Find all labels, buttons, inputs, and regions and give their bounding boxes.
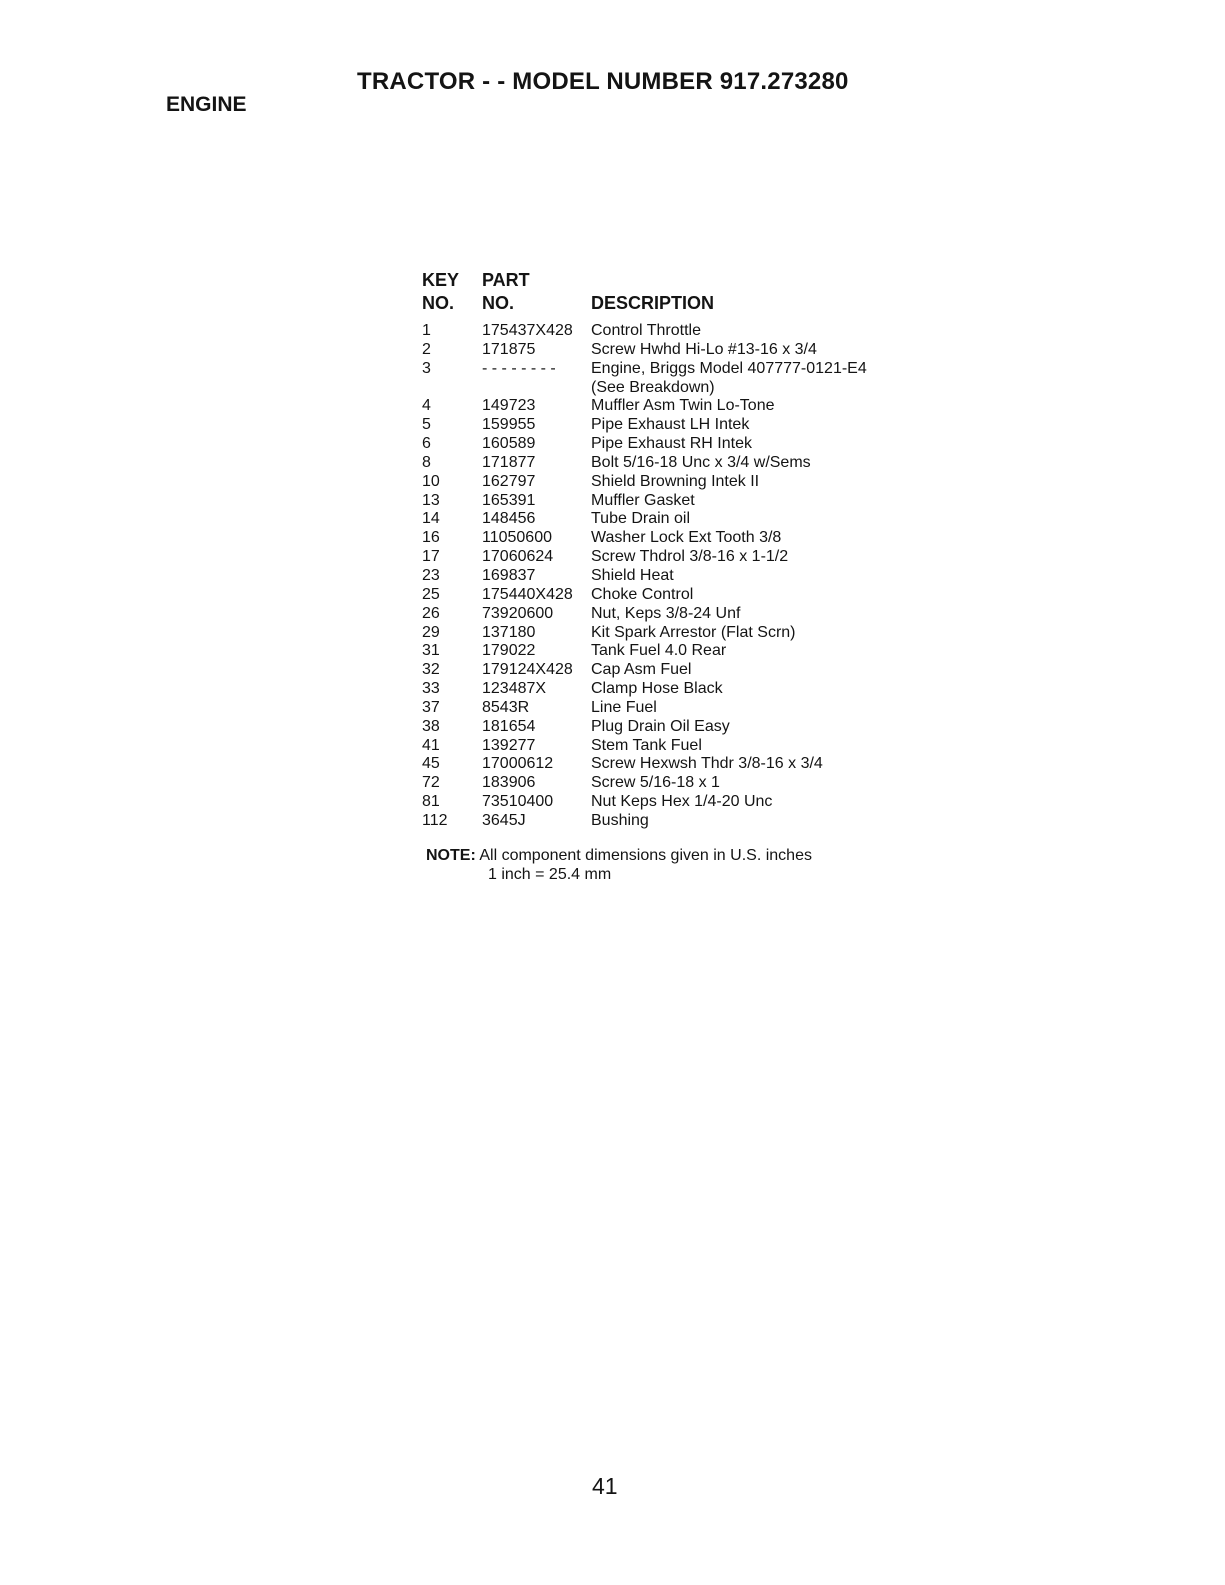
description-cell: (See Breakdown) [591, 378, 715, 396]
table-row [422, 435, 942, 454]
part-no-cell: 160589 [482, 435, 536, 453]
key-no-cell: 5 [422, 416, 431, 434]
description-cell: Bushing [591, 811, 649, 829]
key-no-cell: 13 [422, 491, 440, 509]
key-no-cell: 32 [422, 661, 440, 679]
description-cell: Tank Fuel 4.0 Rear [591, 642, 727, 660]
part-no-cell: 17000612 [482, 755, 554, 773]
description-cell: Screw Hwhd Hi-Lo #13-16 x 3/4 [591, 340, 817, 358]
part-no-cell: 179022 [482, 642, 536, 660]
table-row [422, 737, 942, 756]
part-no-cell: 183906 [482, 774, 536, 792]
key-no-cell: 23 [422, 566, 440, 584]
dimensions-note [426, 846, 812, 884]
part-no-cell: 149723 [482, 397, 536, 415]
description-cell: Muffler Gasket [591, 491, 695, 509]
table-row [422, 624, 942, 643]
description-cell: Muffler Asm Twin Lo-Tone [591, 397, 775, 415]
description-cell: Control Throttle [591, 322, 701, 339]
description-cell: Shield Browning Intek II [591, 472, 760, 490]
description-cell: Bolt 5/16-18 Unc x 3/4 w/Sems [591, 453, 811, 471]
description-cell: Pipe Exhaust RH Intek [591, 435, 752, 453]
part-no-cell: 137180 [482, 623, 536, 641]
part-no-cell: 3645J [482, 811, 526, 829]
part-no-cell: - - - - - - - - [482, 359, 556, 377]
part-no-cell: 11050600 [482, 529, 552, 547]
key-no-cell: 6 [422, 435, 431, 453]
description-cell: Engine, Briggs Model 407777-0121-E4 [591, 359, 867, 377]
key-no-header-line2: NO. [422, 293, 455, 313]
part-no-cell: 139277 [482, 736, 536, 754]
description-cell: Stem Tank Fuel [591, 736, 702, 754]
table-row [422, 492, 942, 511]
parts-list-header [422, 270, 942, 322]
part-no-cell: 162797 [482, 472, 536, 490]
table-row [422, 774, 942, 793]
description-header: DESCRIPTION [591, 293, 715, 313]
table-row [422, 642, 942, 661]
part-no-cell: 171877 [482, 453, 536, 471]
key-no-cell: 37 [422, 698, 440, 716]
description-cell: Choke Control [591, 585, 694, 603]
key-no-cell: 17 [422, 548, 440, 566]
description-cell: Clamp Hose Black [591, 680, 723, 698]
part-no-cell: 73510400 [482, 793, 554, 811]
table-row [422, 473, 942, 492]
key-no-cell: 10 [422, 472, 440, 490]
key-no-cell: 29 [422, 623, 440, 641]
part-no-cell: 175440X428 [482, 585, 573, 603]
key-no-cell: 72 [422, 774, 440, 792]
description-cell: Pipe Exhaust LH Intek [591, 416, 750, 434]
table-row [422, 548, 942, 567]
key-no-cell: 4 [422, 397, 431, 415]
table-row [422, 529, 942, 548]
description-cell: Nut, Keps 3/8-24 Unf [591, 604, 741, 622]
part-no-header-line2: NO. [482, 293, 515, 313]
note-line1: All component dimensions given in U.S. inches [479, 847, 812, 864]
page-number: 41 [592, 1473, 618, 1499]
part-no-cell: 179124X428 [482, 661, 573, 679]
description-cell: Screw Thdrol 3/8-16 x 1-1/2 [591, 548, 789, 566]
table-row [422, 661, 942, 680]
note-line2: 1 inch = 25.4 mm [488, 866, 612, 883]
description-cell: Kit Spark Arrestor (Flat Scrn) [591, 623, 796, 641]
key-no-cell: 8 [422, 453, 431, 471]
key-no-cell: 33 [422, 680, 440, 698]
section-heading: ENGINE [166, 93, 247, 116]
key-no-cell: 26 [422, 604, 440, 622]
key-no-cell: 81 [422, 793, 440, 811]
table-row [422, 454, 942, 473]
part-no-cell: 169837 [482, 566, 536, 584]
key-no-cell: 45 [422, 755, 440, 773]
table-row [422, 341, 942, 360]
description-cell: Line Fuel [591, 698, 657, 716]
part-no-cell: 181654 [482, 717, 536, 735]
description-cell: Washer Lock Ext Tooth 3/8 [591, 529, 782, 547]
table-row [422, 793, 942, 812]
part-no-cell: 175437X428 [482, 322, 573, 339]
description-cell: Plug Drain Oil Easy [591, 717, 730, 735]
part-no-cell: 159955 [482, 416, 536, 434]
table-row [422, 699, 942, 718]
parts-list-rows [422, 322, 942, 831]
key-no-cell: 2 [422, 340, 431, 358]
table-row [422, 510, 942, 529]
part-no-cell: 171875 [482, 340, 536, 358]
key-no-cell: 3 [422, 359, 431, 377]
part-no-cell: 165391 [482, 491, 536, 509]
table-row [422, 416, 942, 435]
table-row [422, 586, 942, 605]
parts-list [422, 270, 942, 831]
table-row [422, 755, 942, 774]
key-no-cell: 31 [422, 642, 440, 660]
table-row [422, 680, 942, 699]
table-row [422, 379, 942, 398]
table-row [422, 567, 942, 586]
description-cell: Screw Hexwsh Thdr 3/8-16 x 3/4 [591, 755, 823, 773]
key-no-cell: 38 [422, 717, 440, 735]
description-cell: Shield Heat [591, 566, 674, 584]
table-row [422, 397, 942, 416]
table-row [422, 718, 942, 737]
part-no-cell: 17060624 [482, 548, 554, 566]
part-no-cell: 73920600 [482, 604, 554, 622]
key-no-cell: 14 [422, 510, 440, 528]
page-title: TRACTOR - - MODEL NUMBER 917.273280 [357, 68, 849, 95]
key-no-cell: 1 [422, 322, 431, 339]
note-label: NOTE: [426, 847, 476, 864]
part-no-header-line1: PART [482, 270, 530, 290]
key-no-cell: 41 [422, 736, 440, 754]
part-no-cell: 123487X [482, 680, 547, 698]
key-no-cell: 112 [422, 811, 448, 829]
description-cell: Screw 5/16-18 x 1 [591, 774, 720, 792]
key-no-cell: 25 [422, 585, 440, 603]
description-cell: Nut Keps Hex 1/4-20 Unc [591, 793, 773, 811]
table-row [422, 605, 942, 624]
key-no-cell: 16 [422, 529, 440, 547]
description-cell: Tube Drain oil [591, 510, 691, 528]
table-row [422, 360, 942, 379]
part-no-cell: 148456 [482, 510, 536, 528]
key-no-header-line1: KEY [422, 270, 460, 290]
part-no-cell: 8543R [482, 698, 530, 716]
description-cell: Cap Asm Fuel [591, 661, 692, 679]
table-row [422, 812, 942, 831]
table-row [422, 322, 942, 341]
